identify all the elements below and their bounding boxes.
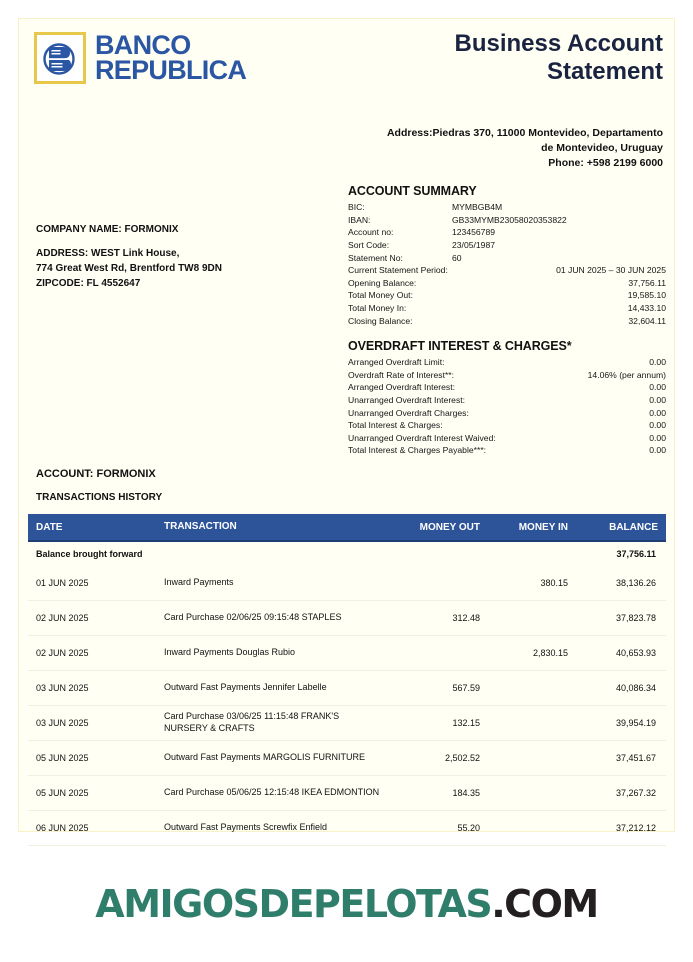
- summary-row-label: BIC:: [348, 202, 365, 212]
- bank-name-line1: BANCO: [95, 29, 191, 60]
- cell-money-out: 184.35: [452, 788, 480, 798]
- summary-row-label: Closing Balance:: [348, 315, 413, 326]
- summary-row-value: 19,585.10: [627, 290, 666, 301]
- summary-row-label: Total Interest & Charges:: [348, 420, 443, 431]
- summary-row-value: 123456789: [452, 227, 496, 238]
- summary-row: [348, 419, 666, 432]
- brought-forward-balance: 37,756.11: [616, 549, 656, 559]
- cell-balance: 37,451.67: [615, 753, 656, 763]
- document-title-line1: Business Account: [454, 30, 663, 57]
- summary-row-label: Current Statement Period:: [348, 265, 448, 276]
- cell-money-out: 55.20: [457, 823, 480, 833]
- customer-company-name: COMPANY NAME: FORMONIX: [36, 224, 179, 235]
- summary-row: [348, 444, 666, 457]
- summary-row: [348, 226, 666, 239]
- cell-money-in: 380.15: [540, 578, 568, 588]
- cell-money-out: 567.59: [452, 683, 480, 693]
- document-title-line2: Statement: [546, 57, 663, 85]
- table-row: [28, 741, 666, 776]
- summary-row: [348, 302, 666, 315]
- summary-row: [348, 214, 666, 227]
- cell-transaction: Inward Payments Douglas Rubio: [164, 647, 296, 658]
- column-header-money-in: MONEY IN: [518, 521, 568, 533]
- bank-phone: Phone: +598 2199 6000: [548, 156, 663, 169]
- summary-row-value: 37,756.11: [628, 277, 666, 288]
- summary-row: [348, 381, 666, 394]
- summary-row: [348, 289, 666, 302]
- summary-row-label: Opening Balance:: [348, 277, 417, 288]
- summary-row-label: Total Interest & Charges Payable***:: [348, 445, 487, 456]
- document-header: [18, 22, 675, 112]
- transactions-table-body: [28, 566, 666, 846]
- summary-row-label: Arranged Overdraft Interest:: [348, 382, 455, 393]
- customer-details: [36, 222, 306, 291]
- summary-row-value: 0.00: [649, 420, 666, 431]
- cell-transaction: Inward Payments: [164, 577, 234, 588]
- table-row: [28, 706, 666, 741]
- summary-row: [348, 201, 666, 214]
- summary-row-label: Unarranged Overdraft Charges:: [348, 407, 469, 418]
- account-heading: ACCOUNT: FORMONIX: [36, 468, 156, 480]
- cell-transaction: Outward Fast Payments Screwfix Enfield: [164, 822, 328, 833]
- summary-row: [348, 369, 666, 382]
- cell-balance: 37,267.32: [615, 788, 656, 798]
- table-row: [28, 601, 666, 636]
- transactions-table-header: [28, 514, 666, 542]
- summary-row-label: IBAN:: [348, 214, 371, 225]
- bank-emblem-icon: [40, 38, 80, 78]
- table-row: [28, 811, 666, 846]
- watermark-suffix: .COM: [491, 882, 598, 926]
- cell-money-out: 2,502.52: [444, 753, 480, 763]
- cell-date: 02 JUN 2025: [36, 613, 89, 623]
- summary-row-value: 01 JUN 2025 – 30 JUN 2025: [556, 265, 666, 276]
- cell-transaction: Card Purchase 05/06/25 12:15:48 IKEA EDMONTION: [164, 787, 380, 798]
- customer-zipcode: ZIPCODE: FL 4552647: [36, 278, 141, 289]
- summary-row-value: 14.06% (per annum): [587, 369, 666, 380]
- summary-row: [348, 394, 666, 407]
- cell-date: 05 JUN 2025: [36, 753, 89, 763]
- account-summary-section: [348, 184, 666, 327]
- table-row: [28, 776, 666, 811]
- summary-row-label: Sort Code:: [348, 239, 390, 250]
- account-summary-rows: [348, 201, 666, 327]
- bank-address-line2: de Montevideo, Uruguay: [541, 141, 663, 154]
- bank-address-line1: Address:Piedras 370, 11000 Montevideo, Departamento: [386, 127, 663, 139]
- customer-address-line1: ADDRESS: WEST Link House,: [36, 248, 180, 259]
- summary-row-label: Arranged Overdraft Limit:: [348, 357, 445, 367]
- cell-transaction: Card Purchase 02/06/25 09:15:48 STAPLES: [164, 612, 342, 623]
- watermark-primary: AMIGOSDEPELOTAS: [95, 882, 492, 926]
- summary-row: [348, 252, 666, 265]
- cell-date: 05 JUN 2025: [36, 788, 89, 798]
- summary-row-value: 32,604.11: [628, 315, 666, 326]
- document-title: [303, 30, 663, 86]
- summary-row: [348, 356, 666, 369]
- summary-row: [348, 315, 666, 328]
- table-row: [28, 566, 666, 601]
- summary-row-label: Overdraft Rate of Interest**:: [348, 369, 455, 380]
- cell-date: 03 JUN 2025: [36, 683, 89, 693]
- cell-money-in: 2,830.15: [532, 648, 568, 658]
- table-row: [28, 671, 666, 706]
- summary-row-label: Statement No:: [348, 252, 403, 263]
- summary-row: [348, 264, 666, 277]
- summary-row-value: 23/05/1987: [452, 239, 496, 250]
- cell-date: 03 JUN 2025: [36, 718, 89, 728]
- cell-balance: 37,823.78: [615, 613, 656, 623]
- brought-forward-label: Balance brought forward: [36, 549, 143, 559]
- transactions-table: [28, 514, 666, 846]
- summary-row-value: 0.00: [649, 445, 666, 456]
- table-row: [28, 636, 666, 671]
- cell-balance: 40,653.93: [615, 648, 656, 658]
- cell-date: 01 JUN 2025: [36, 578, 89, 588]
- bank-address-block: [333, 126, 663, 171]
- summary-row: [348, 239, 666, 252]
- cell-date: 02 JUN 2025: [36, 648, 89, 658]
- column-header-date: DATE: [36, 521, 63, 533]
- summary-row: [348, 432, 666, 445]
- summary-row-value: 0.00: [649, 357, 666, 367]
- summary-row-label: Total Money Out:: [348, 290, 413, 301]
- summary-row-label: Unarranged Overdraft Interest:: [348, 394, 466, 405]
- summary-row-value: 0.00: [649, 407, 666, 418]
- summary-row-value: GB33MYMB23058020353822: [452, 214, 567, 225]
- watermark: [0, 882, 693, 926]
- transactions-heading: TRANSACTIONS HISTORY: [36, 492, 163, 503]
- cell-transaction: Outward Fast Payments Jennifer Labelle: [164, 682, 327, 693]
- cell-balance: 37,212.12: [615, 823, 656, 833]
- overdraft-rows: [348, 356, 666, 457]
- overdraft-section: [348, 339, 666, 457]
- cell-balance: 39,954.19: [615, 718, 656, 728]
- summary-row-value: 0.00: [649, 394, 666, 405]
- summary-row: [348, 277, 666, 290]
- cell-transaction: Card Purchase 03/06/25 11:15:48 FRANK'S NURSERY & CRAFTS: [164, 711, 340, 733]
- summary-row-value: 0.00: [649, 432, 666, 443]
- bank-name-line2: REPUBLICA: [95, 55, 247, 85]
- bank-logo-mark: [34, 32, 86, 84]
- column-header-money-out: MONEY OUT: [419, 521, 480, 533]
- balance-brought-forward-row: [28, 542, 666, 566]
- cell-balance: 38,136.26: [615, 578, 656, 588]
- customer-address-line2: 774 Great West Rd, Brentford TW8 9DN: [36, 263, 222, 274]
- summary-row: [348, 407, 666, 420]
- summary-row-label: Total Money In:: [348, 303, 407, 313]
- cell-date: 06 JUN 2025: [36, 823, 89, 833]
- cell-money-out: 312.48: [452, 613, 480, 623]
- summary-row-value: 60: [452, 252, 462, 263]
- cell-transaction: Outward Fast Payments MARGOLIS FURNITURE: [164, 752, 366, 763]
- cell-money-out: 132.15: [452, 718, 480, 728]
- summary-row-label: Account no:: [348, 227, 394, 238]
- overdraft-title: OVERDRAFT INTEREST & CHARGES*: [348, 339, 572, 353]
- bank-logo-wordmark: [95, 29, 247, 85]
- cell-balance: 40,086.34: [615, 683, 656, 693]
- summary-row-value: 14,433.10: [627, 303, 666, 313]
- summary-row-label: Unarranged Overdraft Interest Waived:: [348, 432, 496, 443]
- column-header-balance: BALANCE: [609, 521, 658, 533]
- bank-logo: [34, 29, 247, 85]
- account-summary-title: ACCOUNT SUMMARY: [348, 184, 477, 198]
- summary-row-value: 0.00: [649, 382, 666, 393]
- column-header-transaction: TRANSACTION: [164, 521, 237, 533]
- summary-row-value: MYMBGB4M: [452, 202, 503, 212]
